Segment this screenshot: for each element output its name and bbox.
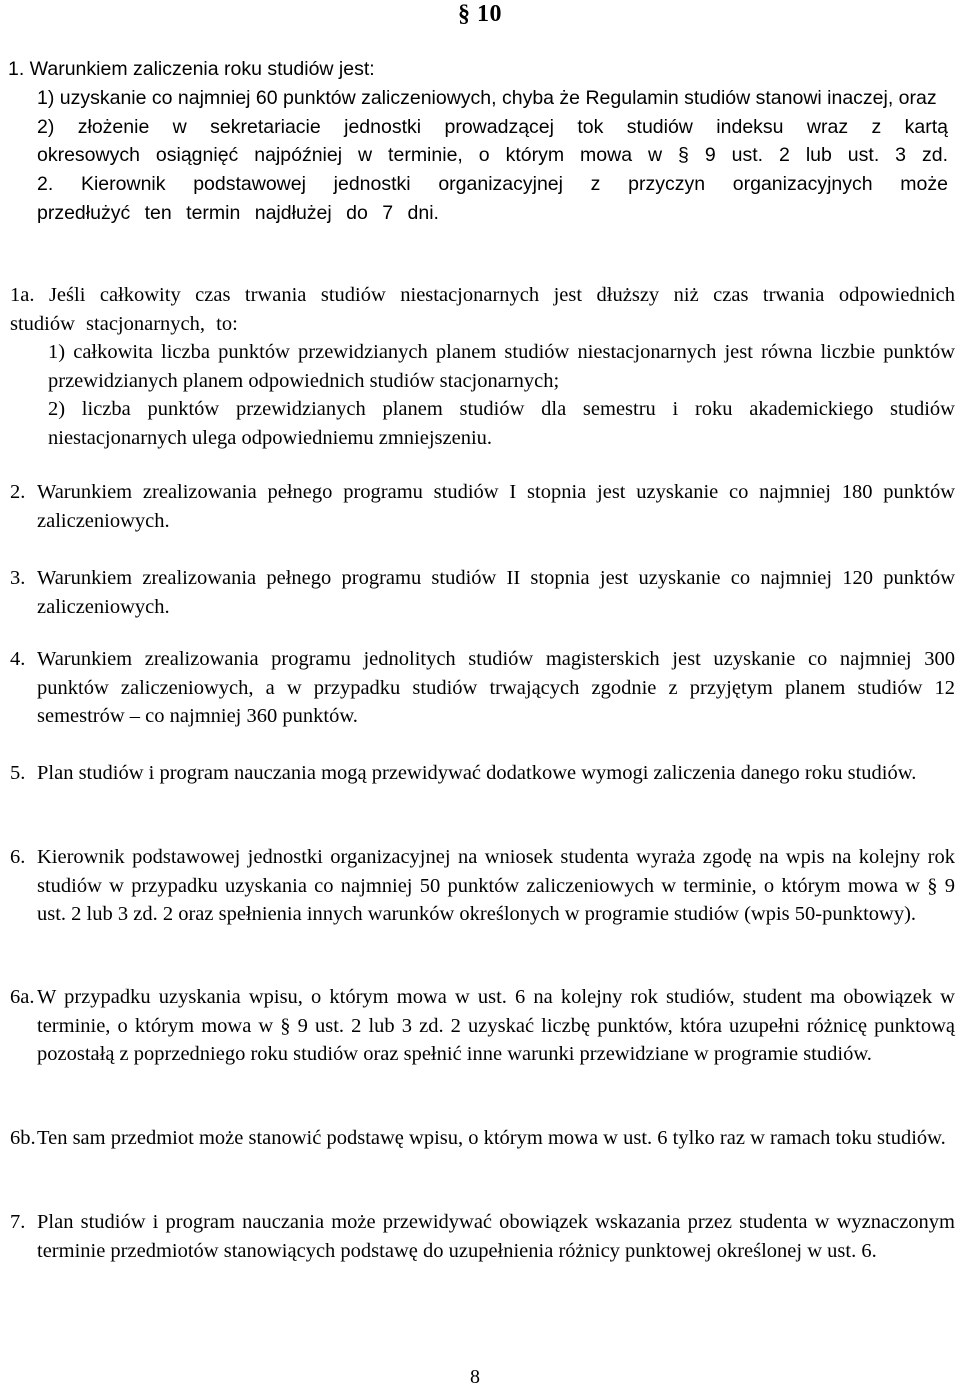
paragraph-6 [10, 843, 955, 929]
paragraph-6a-label: 6a. [10, 986, 35, 1008]
paragraph-3-text: Warunkiem zrealizowania pełnego programu studiów II stopnia jest uzyskanie co najmniej 120 punktów zaliczeniowych. [37, 567, 955, 618]
paragraph-2 [10, 478, 955, 535]
paragraph-1 [8, 55, 948, 228]
paragraph-1-items [8, 84, 948, 228]
section-heading: § 10 [458, 1, 502, 27]
paragraph-6b-label: 6b. [10, 1127, 36, 1149]
page-number: 8 [470, 1366, 480, 1388]
paragraph-1a [10, 281, 955, 453]
paragraph-1-item-2: 2) złożenie w sekretariacie jednostki prowadzącej tok studiów indeksu wraz z kartą okresowych osiągnięć najpóźniej w terminie, o którym mowa w § 9 ust. 2 lub ust. 3 zd. 2. Kierownik podstawowej jednostki organizacyjnej z przyczyn organizacyjnych może przedłużyć ten termin najdłużej do 7 dni. [37, 115, 948, 224]
paragraph-1a-item-2: 2) liczba punktów przewidzianych planem studiów dla semestru i roku akademickiego studiów niestacjonarnych ulega odpowiedniemu zmniejszeniu. [48, 398, 955, 449]
paragraph-6a-text: W przypadku uzyskania wpisu, o którym mowa w ust. 6 na kolejny rok studiów, student ma obowiązek w terminie, o którym mowa w § 9 ust. 2 lub 3 zd. 2 uzyskać liczbę punktów, która uzupełni różnicę punktową pozostałą z poprzedniego roku studiów oraz spełnić inne warunki przewidziane w programie studiów. [37, 986, 955, 1066]
paragraph-2-text: Warunkiem zrealizowania pełnego programu studiów I stopnia jest uzyskanie co najmniej 180 punktów zaliczeniowych. [37, 481, 955, 532]
paragraph-1a-intro: 1a. Jeśli całkowity czas trwania studiów niestacjonarnych jest dłuższy niż czas trwania odpowiednich studiów stacjonarnych, to: [10, 284, 955, 335]
paragraph-6a [10, 983, 955, 1069]
paragraph-5-text: Plan studiów i program nauczania mogą przewidywać dodatkowe wymogi zaliczenia danego roku studiów. [37, 762, 917, 784]
paragraph-4-label: 4. [10, 648, 26, 670]
paragraph-1-intro: 1. Warunkiem zaliczenia roku studiów jest: [8, 58, 375, 80]
paragraph-6-text: Kierownik podstawowej jednostki organizacyjnej na wniosek studenta wyraża zgodę na wpis na kolejny rok studiów w przypadku uzyskania co najmniej 50 punktów zaliczeniowych w terminie, o którym mowa w § 9 ust. 2 lub 3 zd. 2 oraz spełnienia innych warunków określonych w programie studiów (wpis 50-punktowy). [37, 846, 955, 926]
paragraph-6-label: 6. [10, 846, 26, 868]
paragraph-5-label: 5. [10, 762, 26, 784]
paragraph-7-text: Plan studiów i program nauczania może przewidywać obowiązek wskazania przez studenta w wyznaczonym terminie przedmiotów stanowiących podstawę do uzupełnienia różnicy punktowej określonej w ust. 6. [37, 1211, 955, 1262]
paragraph-1a-item-1: 1) całkowita liczba punktów przewidzianych planem studiów niestacjonarnych jest równa liczbie punktów przewidzianych planem odpowiednich studiów stacjonarnych; [48, 341, 955, 392]
paragraph-3-label: 3. [10, 567, 26, 589]
paragraph-4-text: Warunkiem zrealizowania programu jednolitych studiów magisterskich jest uzyskanie co najmniej 300 punktów zaliczeniowych, a w przypadku studiów trwających zgodnie z przyjętym planem studiów 12 semestrów – co najmniej 360 punktów. [37, 648, 955, 728]
paragraph-2-label: 2. [10, 481, 26, 503]
paragraph-6b [10, 1124, 955, 1153]
paragraph-3 [10, 564, 955, 621]
paragraph-6b-text: Ten sam przedmiot może stanowić podstawę wpisu, o którym mowa w ust. 6 tylko raz w ramach toku studiów. [37, 1127, 946, 1149]
paragraph-1-item-1: 1) uzyskanie co najmniej 60 punktów zaliczeniowych, chyba że Regulamin studiów stanowi inaczej, oraz [37, 86, 937, 109]
paragraph-4 [10, 645, 955, 731]
paragraph-5 [10, 759, 955, 788]
paragraph-7-label: 7. [10, 1211, 26, 1233]
paragraph-7 [10, 1208, 955, 1265]
